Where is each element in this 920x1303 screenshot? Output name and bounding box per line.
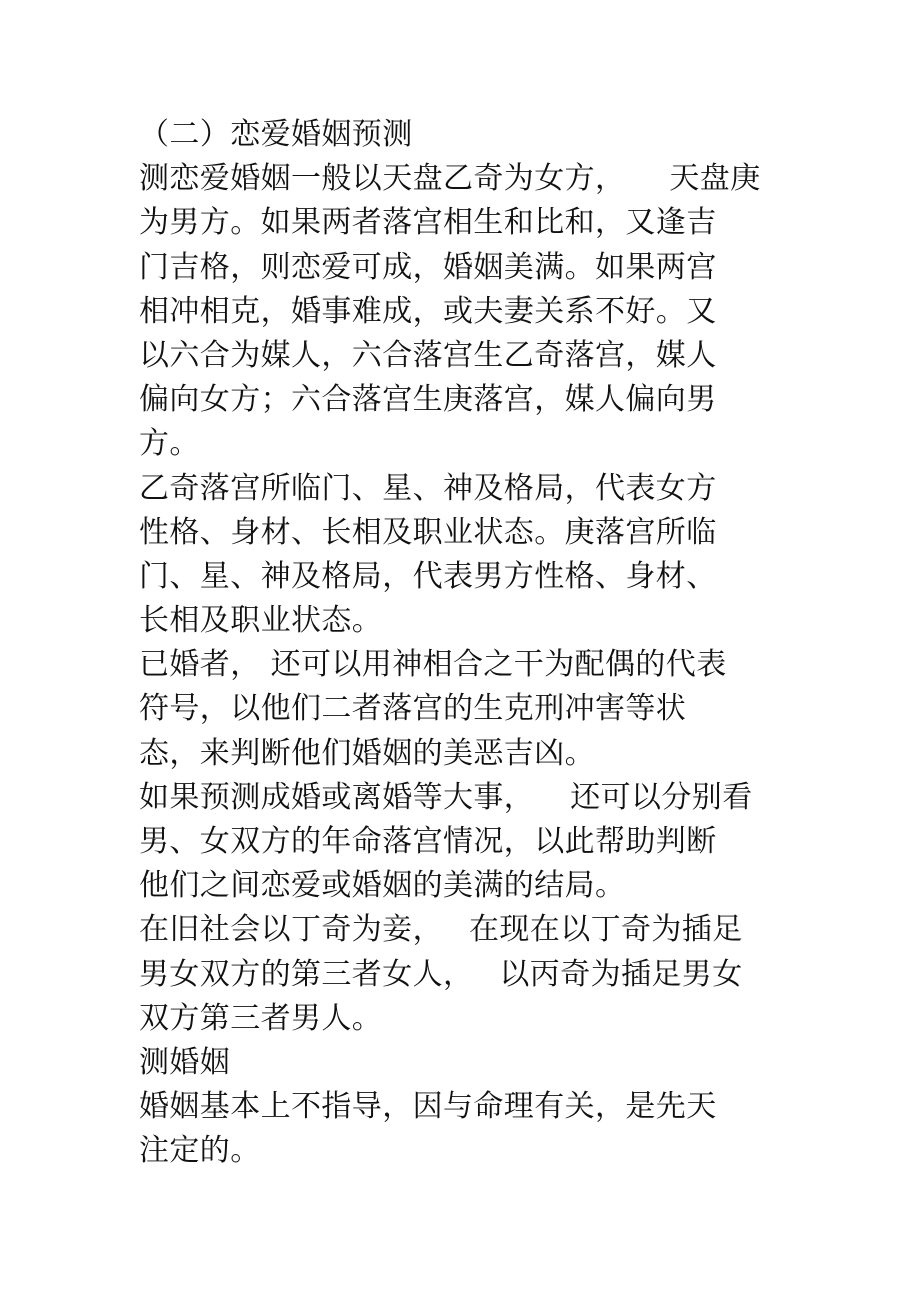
subheading-line: 测婚姻 [139,1044,231,1080]
paragraph-line: 相冲相克，婚事难成，或夫妻关系不好。又 [139,293,717,329]
paragraph-line: 为男方。如果两者落宫相生和比和，又逢吉 [139,205,717,241]
paragraph-line: 门吉格，则恋爱可成，婚姻美满。如果两宫 [139,249,717,285]
paragraph-line: 长相及职业状态。 [139,603,383,639]
paragraph-line: 态，来判断他们婚姻的美恶吉凶。 [139,735,595,771]
paragraph-line: 注定的。 [139,1133,261,1169]
paragraph-line: 男、女双方的年命落宫情况，以此帮助判断 [139,824,717,859]
paragraph-line: 他们之间恋爱或婚姻的美满的结局。 [139,868,626,904]
document-body [139,113,799,1174]
paragraph-line: 方。 [139,426,200,462]
paragraph-line: 婚姻基本上不指导，因与命理有关，是先天 [139,1089,717,1125]
paragraph-line: 乙奇落宫所临门、星、神及格局，代表女方 [139,470,717,506]
paragraph-line: 男女双方的第三者女人， 以丙奇为插足男女 [139,956,743,992]
paragraph-line: 已婚者， 还可以用神相合之干为配偶的代表 [139,647,727,683]
paragraph-line: 性格、身材、长相及职业状态。庚落宫所临 [139,514,717,550]
paragraph-line: 测恋爱婚姻一般以天盘乙奇为女方， 天盘庚 [139,161,761,197]
paragraph-line: 在旧社会以丁奇为妾， 在现在以丁奇为插足 [139,912,743,948]
paragraph-line: 符号，以他们二者落宫的生克刑冲害等状 [139,691,687,727]
paragraph-line: 门、星、神及格局，代表男方性格、身材、 [139,558,717,594]
paragraph-line: 偏向女方；六合落宫生庚落宫，媒人偏向男 [139,382,717,418]
paragraph-line: 以六合为媒人，六合落宫生乙奇落宫，媒人 [139,337,717,373]
paragraph-line: 双方第三者男人。 [139,1000,383,1036]
section-heading: （二）恋爱婚姻预测 [139,117,413,152]
paragraph-line: 如果预测成婚或离婚等大事， 还可以分别看 [139,779,753,815]
